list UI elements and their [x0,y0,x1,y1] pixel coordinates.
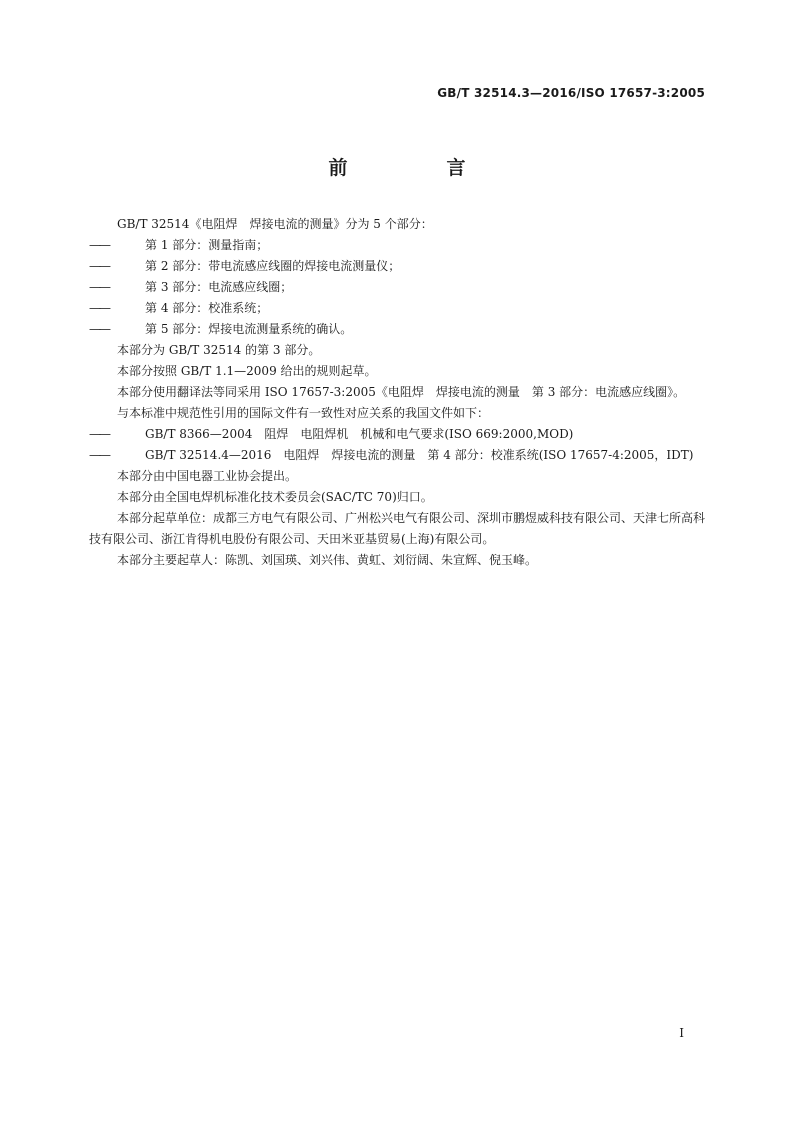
list-item [89,319,707,340]
paragraph: 本部分使用翻译法等同采用 ISO 17657-3:2005《电阻焊 焊接电流的测量 第 3 部分：电流感应线圈》。 [117,385,686,399]
dash-marker: —— [89,322,109,336]
list-item [89,277,707,298]
list-item [89,235,707,256]
dash-marker: —— [89,259,109,273]
list-item-text: 第 5 部分：焊接电流测量系统的确认。 [145,322,353,336]
paragraph: 本部分主要起草人：陈凯、刘国瑛、刘兴伟、黄虹、刘衍阔、朱宣辉、倪玉峰。 [117,553,538,567]
paragraph: 本部分为 GB/T 32514 的第 3 部分。 [117,343,321,357]
dash-marker: —— [89,280,109,294]
paragraph: 本部分由全国电焊机标准化技术委员会(SAC/TC 70)归口。 [117,490,433,504]
list-item-text: GB/T 32514.4—2016 电阻焊 焊接电流的测量 第 4 部分：校准系统(ISO 17657-4:2005，IDT) [145,448,694,462]
dash-marker: —— [89,448,109,462]
paragraph: GB/T 32514《电阻焊 焊接电流的测量》分为 5 个部分： [117,217,433,231]
list-item-text: 第 2 部分：带电流感应线圈的焊接电流测量仪； [145,259,401,273]
standard-code: GB/T 32514.3—2016/ISO 17657-3:2005 [437,86,705,100]
foreword-body [89,214,707,571]
dash-marker: —— [89,427,109,441]
list-item-text: 第 4 部分：校准系统； [145,301,269,315]
paragraph: 本部分按照 GB/T 1.1—2009 给出的规则起草。 [117,364,377,378]
page-title: 前 言 [328,157,506,179]
dash-marker: —— [89,238,109,252]
page-number: I [679,1026,684,1040]
dash-marker: —— [89,301,109,315]
paragraph: 与本标准中规范性引用的国际文件有一致性对应关系的我国文件如下： [117,406,490,420]
list-item [89,424,707,445]
paragraph: 本部分起草单位：成都三方电气有限公司、广州松兴电气有限公司、深圳市鹏煜威科技有限公司、天津七所高科技有限公司、浙江肯得机电股份有限公司、天田米亚基贸易(上海)有限公司。 [89,511,706,546]
list-item [89,256,707,277]
list-item [89,445,707,466]
list-item-text: GB/T 8366—2004 阻焊 电阻焊机 机械和电气要求(ISO 669:2000,MOD) [145,427,574,441]
list-item-text: 第 3 部分：电流感应线圈； [145,280,293,294]
paragraph: 本部分由中国电器工业协会提出。 [117,469,298,483]
list-item [89,298,707,319]
list-item-text: 第 1 部分：测量指南； [145,238,269,252]
